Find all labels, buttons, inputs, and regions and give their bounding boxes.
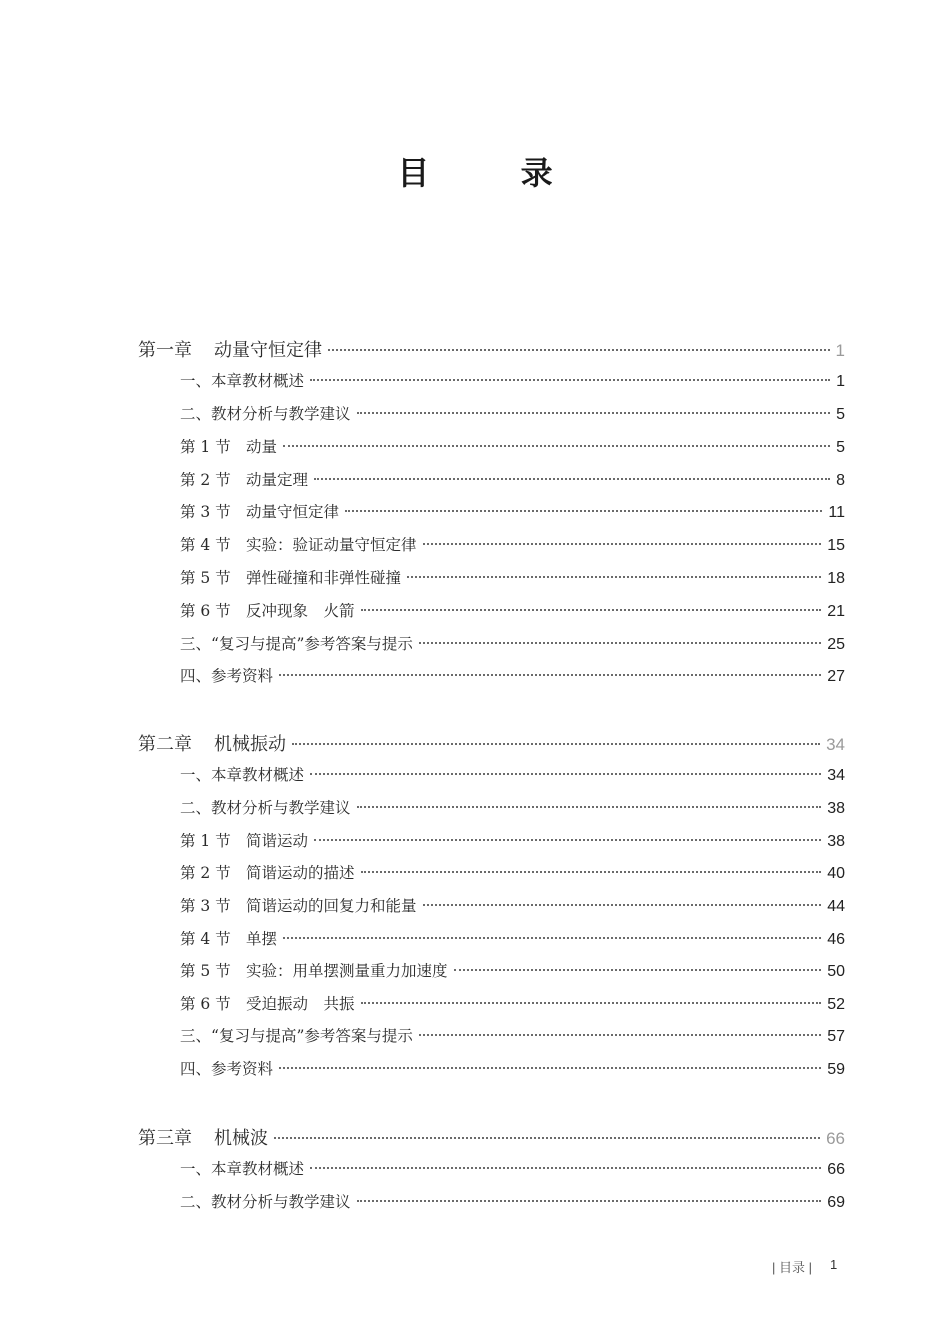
item-prefix: 二、 — [180, 1193, 212, 1211]
leader-dots — [283, 937, 821, 939]
leader-dots — [283, 445, 830, 447]
chapter-page-number: 1 — [835, 341, 845, 360]
item-text: 教材分析与教学建议 — [211, 1193, 351, 1211]
item-title — [180, 566, 401, 588]
chapter-number: 第二章 — [138, 734, 192, 755]
item-title — [180, 435, 277, 457]
toc-item-entry[interactable] — [180, 599, 845, 623]
item-page-number: 5 — [836, 439, 845, 456]
leader-dots — [361, 1002, 822, 1004]
item-text: 本章教材概述 — [211, 372, 305, 390]
leader-dots — [357, 1200, 822, 1202]
chapter-page-number: 34 — [826, 735, 845, 754]
leader-dots — [419, 642, 821, 644]
leader-dots — [310, 1167, 821, 1169]
item-page-number: 15 — [827, 537, 845, 554]
item-prefix: 第 6 节 — [180, 602, 231, 620]
leader-dots — [279, 674, 821, 676]
item-title — [180, 992, 355, 1014]
item-text: 反冲现象 火箭 — [246, 602, 355, 620]
item-page-number: 46 — [827, 931, 845, 948]
item-text: “复习与提高”参考答案与提示 — [211, 1027, 413, 1045]
leader-dots — [345, 510, 822, 512]
item-page-number: 69 — [827, 1194, 845, 1211]
leader-dots — [423, 543, 822, 545]
item-text: 教材分析与教学建议 — [211, 799, 351, 817]
leader-dots — [361, 609, 822, 611]
chapter-name: 机械振动 — [214, 734, 286, 755]
item-prefix: 第 5 节 — [180, 569, 231, 587]
item-text: 动量守恒定律 — [246, 503, 340, 521]
item-text: 实验：验证动量守恒定律 — [246, 536, 417, 554]
toc-item-entry[interactable] — [180, 796, 845, 820]
toc-item-entry[interactable] — [180, 763, 845, 787]
item-prefix: 二、 — [180, 405, 212, 423]
chapter-title — [138, 730, 286, 756]
item-prefix: 四、 — [180, 1060, 212, 1078]
leader-dots — [314, 839, 821, 841]
leader-dots — [357, 806, 822, 808]
item-prefix: 一、 — [180, 372, 212, 390]
chapter-name: 机械波 — [214, 1128, 268, 1149]
item-page-number: 8 — [836, 472, 845, 489]
leader-dots — [274, 1137, 820, 1139]
toc-item-entry[interactable] — [180, 894, 845, 918]
item-prefix: 三、 — [180, 1027, 212, 1045]
item-page-number: 38 — [827, 833, 845, 850]
toc-chapter-entry[interactable] — [138, 336, 845, 360]
item-title — [180, 533, 417, 555]
item-text: 简谐运动的回复力和能量 — [246, 897, 417, 915]
toc-chapter-entry[interactable] — [138, 1124, 845, 1148]
leader-dots — [419, 1034, 821, 1036]
item-title — [180, 829, 308, 851]
item-prefix: 一、 — [180, 766, 212, 784]
toc-item-entry[interactable] — [180, 500, 845, 524]
toc-item-entry[interactable] — [180, 927, 845, 951]
chapter-number: 第三章 — [138, 1128, 192, 1149]
footer-section-label: | 目录 | — [772, 1260, 812, 1275]
toc-item-entry[interactable] — [180, 992, 845, 1016]
chapter-title — [138, 336, 322, 362]
item-title — [180, 664, 273, 686]
item-text: 参考资料 — [211, 1060, 274, 1078]
leader-dots — [314, 478, 830, 480]
item-text: 简谐运动的描述 — [246, 864, 355, 882]
item-page-number: 25 — [827, 636, 845, 653]
item-prefix: 第 5 节 — [180, 962, 231, 980]
toc-item-entry[interactable] — [180, 959, 845, 983]
item-title — [180, 1190, 351, 1212]
item-page-number: 21 — [827, 603, 845, 620]
item-title — [180, 1057, 273, 1079]
item-page-number: 57 — [827, 1028, 845, 1045]
leader-dots — [292, 743, 820, 745]
item-page-number: 44 — [827, 898, 845, 915]
toc-item-entry[interactable] — [180, 861, 845, 885]
item-prefix: 第 2 节 — [180, 471, 231, 489]
item-text: 受迫振动 共振 — [246, 995, 355, 1013]
item-title — [180, 468, 308, 490]
item-page-number: 5 — [836, 406, 845, 423]
item-text: 动量定理 — [246, 471, 309, 489]
leader-dots — [357, 412, 831, 414]
toc-item-entry[interactable] — [180, 369, 845, 393]
toc-item-entry[interactable] — [180, 664, 845, 688]
item-prefix: 三、 — [180, 635, 212, 653]
item-page-number: 18 — [827, 570, 845, 587]
page-title: 目 录 — [397, 154, 593, 192]
item-page-number: 66 — [827, 1161, 845, 1178]
item-prefix: 第 4 节 — [180, 536, 231, 554]
toc-item-entry[interactable] — [180, 435, 845, 459]
item-page-number: 11 — [828, 504, 845, 521]
leader-dots — [279, 1067, 821, 1069]
item-page-number: 40 — [827, 865, 845, 882]
item-page-number: 1 — [836, 373, 845, 390]
item-page-number: 27 — [827, 668, 845, 685]
toc-item-entry[interactable] — [180, 468, 845, 492]
item-prefix: 第 3 节 — [180, 897, 231, 915]
chapter-number: 第一章 — [138, 340, 192, 361]
toc-item-entry[interactable] — [180, 566, 845, 590]
footer-page-number: 1 — [829, 1257, 838, 1272]
leader-dots — [361, 871, 822, 873]
item-text: 本章教材概述 — [211, 1160, 305, 1178]
item-title — [180, 599, 355, 621]
toc-item-entry[interactable] — [180, 632, 845, 656]
toc-item-entry[interactable] — [180, 1024, 845, 1048]
toc-item-entry[interactable] — [180, 1057, 845, 1081]
leader-dots — [328, 349, 830, 351]
toc-chapter-entry[interactable] — [138, 730, 845, 754]
leader-dots — [407, 576, 821, 578]
item-text: 参考资料 — [211, 667, 274, 685]
item-prefix: 第 3 节 — [180, 503, 231, 521]
item-title — [180, 927, 277, 949]
item-text: 动量 — [246, 438, 278, 456]
item-prefix: 第 1 节 — [180, 438, 231, 456]
item-title — [180, 632, 413, 654]
item-title — [180, 861, 355, 883]
item-prefix: 四、 — [180, 667, 212, 685]
chapter-title — [138, 1124, 268, 1150]
page-footer — [772, 1257, 837, 1276]
toc-item-entry[interactable] — [180, 402, 845, 426]
leader-dots — [310, 773, 821, 775]
item-title — [180, 796, 351, 818]
item-page-number: 50 — [827, 963, 845, 980]
item-text: 弹性碰撞和非弹性碰撞 — [246, 569, 402, 587]
toc-item-entry[interactable] — [180, 1190, 845, 1214]
item-prefix: 第 6 节 — [180, 995, 231, 1013]
item-text: “复习与提高”参考答案与提示 — [211, 635, 413, 653]
leader-dots — [423, 904, 822, 906]
toc-item-entry[interactable] — [180, 533, 845, 557]
item-text: 本章教材概述 — [211, 766, 305, 784]
item-text: 简谐运动 — [246, 832, 309, 850]
item-prefix: 第 2 节 — [180, 864, 231, 882]
item-title — [180, 959, 448, 981]
item-title — [180, 1024, 413, 1046]
item-title — [180, 763, 304, 785]
item-page-number: 38 — [827, 800, 845, 817]
item-page-number: 52 — [827, 996, 845, 1013]
toc-item-entry[interactable] — [180, 1157, 845, 1181]
item-title — [180, 402, 351, 424]
chapter-page-number: 66 — [826, 1129, 845, 1148]
item-text: 单摆 — [246, 930, 278, 948]
item-title — [180, 894, 417, 916]
item-title — [180, 500, 339, 522]
leader-dots — [310, 379, 830, 381]
item-text: 实验：用单摆测量重力加速度 — [246, 962, 448, 980]
item-page-number: 34 — [827, 767, 845, 784]
item-title — [180, 1157, 304, 1179]
item-prefix: 一、 — [180, 1160, 212, 1178]
item-text: 教材分析与教学建议 — [211, 405, 351, 423]
leader-dots — [454, 969, 822, 971]
chapter-name: 动量守恒定律 — [214, 340, 322, 361]
item-prefix: 第 1 节 — [180, 832, 231, 850]
item-prefix: 第 4 节 — [180, 930, 231, 948]
item-title — [180, 369, 304, 391]
item-page-number: 59 — [827, 1061, 845, 1078]
item-prefix: 二、 — [180, 799, 212, 817]
toc-item-entry[interactable] — [180, 829, 845, 853]
